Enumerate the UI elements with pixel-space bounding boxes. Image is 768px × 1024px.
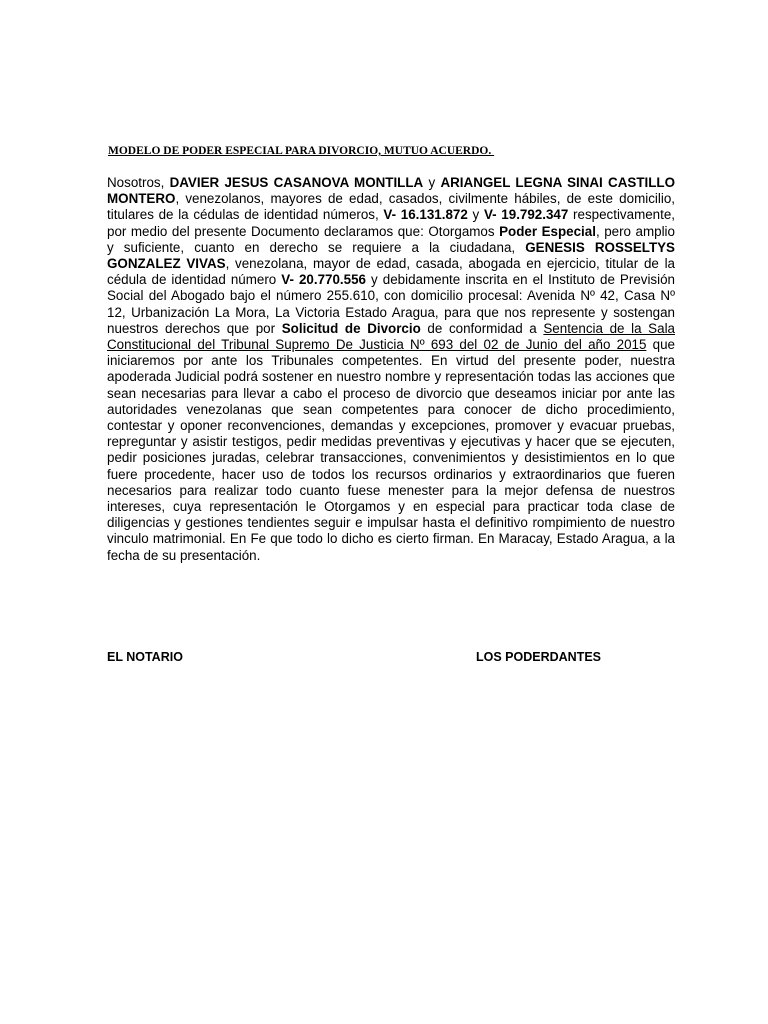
underlined-text-run: Sentencia de la Sala Constitucional del Tribunal Supremo De Justicia Nº 693 del 02 de Junio del año 2015	[107, 320, 675, 353]
text-run: , pero amplio y suficiente, cuanto en derecho se requiere a la ciudadana,	[107, 223, 675, 255]
text-run: y	[467, 207, 484, 223]
document-body-paragraph	[107, 175, 675, 564]
text-run: y debidamente inscrita en el Instituto de Previsión Social del Abogado bajo el número 255.610, con domicilio procesal: Avenida Nº 42, Casa Nº 12, Urbanización La Mora, La Victoria Estado Aragua, para que nos represente y sostengan nuestros derechos que por	[107, 272, 676, 336]
bold-text-run: V- 19.792.347	[483, 207, 569, 223]
text-run: respectivamente, por medio del presente Documento declaramos que: Otorgamos	[107, 207, 676, 239]
bold-text-run: Poder Especial	[499, 223, 596, 239]
bold-text-run: Solicitud de Divorcio	[281, 320, 421, 336]
text-run: de conformidad a	[420, 320, 544, 336]
bold-text-run: DAVIER JESUS CASANOVA MONTILLA	[169, 175, 424, 190]
text-run: , venezolanos, mayores de edad, casados, civilmente hábiles, de este domicilio, titulares de la cédulas de identidad números,	[107, 191, 675, 223]
text-run: , venezolana, mayor de edad, casada, abogada en ejercicio, titular de la cédula de identidad número	[107, 256, 675, 288]
bold-text-run: V- 16.131.872	[383, 207, 468, 223]
bold-text-run: ARIANGEL LEGNA SINAI CASTILLO MONTERO	[107, 175, 675, 207]
signature-grantors-label: LOS PODERDANTES	[476, 650, 602, 664]
text-run: que iniciaremos por ante los Tribunales competentes. En virtud del presente poder, nuestra apoderada Judicial podrá sostener en nuestro nombre y representación todas las acciones que sean necesarias para llevar a cabo el proceso de divorcio que deseamos iniciar por ante las autoridades venezolanas que sean competentes para conocer de dicho procedimiento, contestar y oponer reconvenciones, demandas y excepciones, promover y evacuar pruebas, repreguntar y asistir testigos, pedir medidas preventivas y ejecutivas y hacer que se ejecuten, pedir posiciones juradas, celebrar transacciones, convenimientos y desistimientos en lo que fuere procedente, hacer uso de todos los recursos ordinarios y extraordinarios que fueren necesarios para realizar todo cuanto fuese menester para la mejor defensa de nuestros intereses, cuya representación le Otorgamos y en especial para practicar toda clase de diligencias y gestiones tendientes seguir e impulsar hasta el definitivo rompimiento de nuestro vinculo matrimonial. En Fe que todo lo dicho es cierto firman. En Maracay, Estado Aragua, a la fecha de su presentación.	[107, 337, 675, 563]
signature-notary-label: EL NOTARIO	[107, 650, 183, 664]
document-title: MODELO DE PODER ESPECIAL PARA DIVORCIO, MUTUO ACUERDO.	[108, 145, 495, 157]
text-run: Nosotros,	[107, 175, 170, 190]
bold-text-run: GENESIS ROSSELTYS GONZALEZ VIVAS	[107, 239, 675, 272]
text-run: y	[423, 175, 441, 190]
bold-text-run: V- 20.770.556	[281, 272, 366, 288]
